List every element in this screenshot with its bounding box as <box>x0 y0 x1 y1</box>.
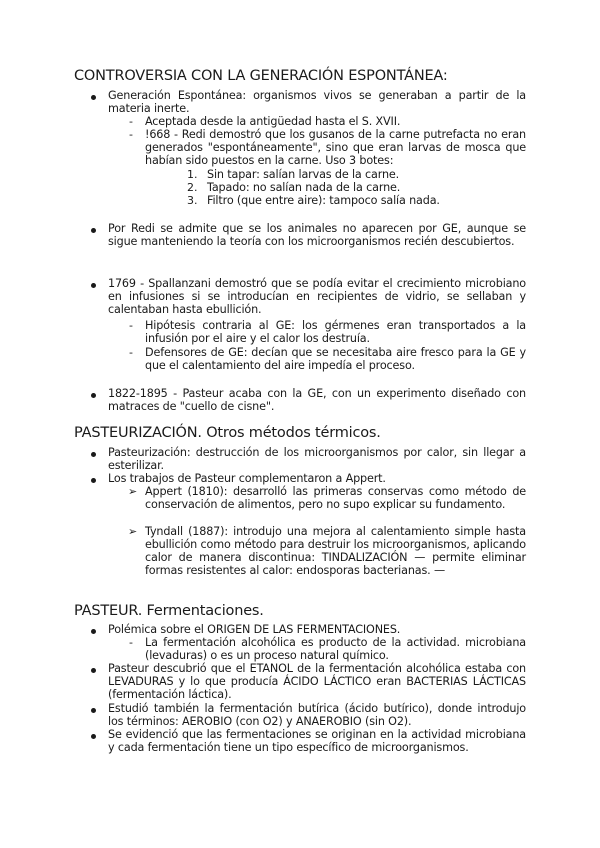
sub-item-redi: !668 - Redi demostró que los gusanos de la carne putrefacta no eran generados "espontáneamente", sino que eran larvas de mosca que habían sido puestos en la carne. Uso 3 botes: <box>145 128 526 167</box>
bullet-dot <box>91 708 96 713</box>
sub-item-aceptada: Aceptada desde la antigüedad hasta el S. XVII. <box>145 115 401 128</box>
bullet-dot <box>91 452 96 457</box>
section-title-generacion-espontanea: CONTROVERSIA CON LA GENERACIÓN ESPONTÁNEA: <box>74 68 448 84</box>
arrow-item-tyndall: Tyndall (1887): introdujo una mejora al calentamiento simple hasta ebullición como método para destruir los microorganismos, aplicando calor de manera discontinua: TINDALIZACIÓN — permite eliminar formas resistentes al calor: endosporas bacterianas. — <box>145 525 526 577</box>
arrow-marker: ➢ <box>128 485 138 498</box>
bullet-generacion-espontanea: Generación Espontánea: organismos vivos se generaban a partir de la materia inerte. <box>108 89 526 115</box>
arrow-marker: ➢ <box>128 525 138 538</box>
bullet-fermentacion-butirica: Estudió también la fermentación butírica (ácido butírico), donde introdujo los términos: AEROBIO (con O2) y ANAEROBIO (sin O2). <box>108 702 526 728</box>
number-marker: 1. <box>187 168 198 181</box>
bullet-dot <box>91 629 96 634</box>
dash-marker: - <box>129 636 133 649</box>
bullet-dot <box>91 734 96 739</box>
sub-item-hipotesis: Hipótesis contraria al GE: los gérmenes eran transportados a la infusión por el aire y el calor los destruía. <box>145 319 526 345</box>
bullet-dot <box>91 228 96 233</box>
bullet-trabajos-pasteur: Los trabajos de Pasteur complementaron a Appert. <box>108 472 386 485</box>
dash-marker: - <box>129 319 133 332</box>
section-title-pasteurizacion: PASTEURIZACIÓN. Otros métodos térmicos. <box>74 425 381 441</box>
bullet-polemica: Polémica sobre el ORIGEN DE LAS FERMENTACIONES. <box>108 623 401 636</box>
number-marker: 2. <box>187 181 198 194</box>
bullet-redi-admite: Por Redi se admite que se los animales no aparecen por GE, aunque se sigue manteniendo la teoría con los microorganismos recién descubiertos. <box>108 222 526 248</box>
dash-marker: - <box>129 128 133 141</box>
numbered-item-filtro: Filtro (que entre aire): tampoco salía nada. <box>207 194 440 207</box>
section-title-fermentaciones: PASTEUR. Fermentaciones. <box>74 603 264 619</box>
bullet-dot <box>91 478 96 483</box>
numbered-item-sin-tapar: Sin tapar: salían larvas de la carne. <box>207 168 400 181</box>
arrow-item-appert: Appert (1810): desarrolló las primeras conservas como método de conservación de alimentos, pero no supo explicar su fundamento. <box>145 485 526 511</box>
number-marker: 3. <box>187 194 198 207</box>
bullet-pasteur-ge: 1822-1895 - Pasteur acaba con la GE, con un experimento diseñado con matraces de "cuello de cisne". <box>108 387 526 413</box>
bullet-dot <box>91 95 96 100</box>
sub-item-defensores: Defensores de GE: decían que se necesitaba aire fresco para la GE y que el calentamiento del aire impedía el proceso. <box>145 346 526 372</box>
sub-item-fermentacion-alcoholica: La fermentación alcohólica es producto de la actividad. microbiana (levaduras) o es un proceso natural químico. <box>145 636 526 662</box>
bullet-pasteur-etanol: Pasteur descubrió que el ETANOL de la fermentación alcohólica estaba con LEVADURAS y lo que producía ÁCIDO LÁCTICO eran BACTERIAS LÁCTICAS (fermentación láctica). <box>108 662 526 701</box>
bullet-dot <box>91 393 96 398</box>
bullet-dot <box>91 283 96 288</box>
bullet-actividad-microbiana: Se evidenció que las fermentaciones se originan en la actividad microbiana y cada fermentación tiene un tipo específico de microorganismos. <box>108 728 526 754</box>
dash-marker: - <box>129 346 133 359</box>
bullet-pasteurizacion: Pasteurización: destrucción de los microorganismos por calor, sin llegar a esterilizar. <box>108 446 526 472</box>
numbered-item-tapado: Tapado: no salían nada de la carne. <box>207 181 401 194</box>
bullet-dot <box>91 668 96 673</box>
bullet-spallanzani: 1769 - Spallanzani demostró que se podía evitar el crecimiento microbiano en infusiones si se introducían en recipientes de vidrio, se sellaban y calentaban hasta ebullición. <box>108 277 526 316</box>
dash-marker: - <box>129 115 133 128</box>
